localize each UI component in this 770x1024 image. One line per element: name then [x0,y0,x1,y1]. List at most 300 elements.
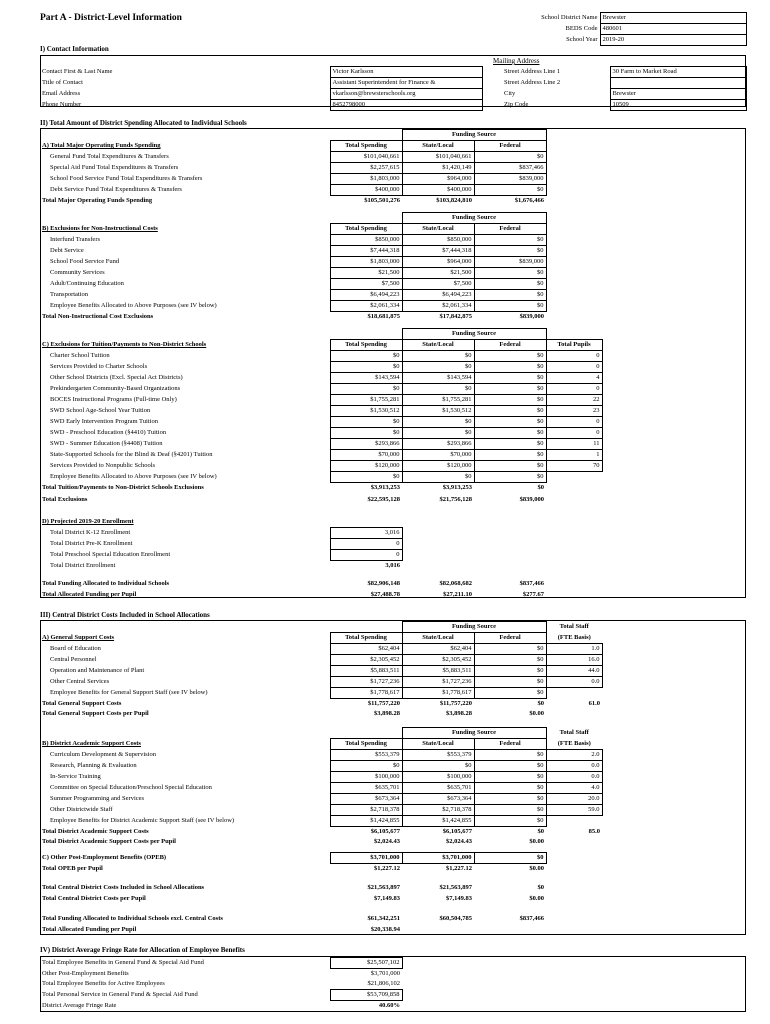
federal-cell: $0.00 [529,894,544,902]
table-row [40,174,602,185]
total-spending-cell: $0 [330,351,402,362]
state-local-header: State/Local [402,340,474,351]
federal-cell: $0 [474,428,546,439]
row-label: Board of Education [50,645,101,652]
total-spending-cell: $2,024.43 [374,838,400,846]
fringe-row [40,969,402,980]
federal-cell: $839,000 [519,496,544,504]
total-spending-header: Total Spending [330,340,402,351]
federal-header: Federal [474,633,546,644]
row-label: Operation and Maintenance of Plant [50,667,145,674]
total-spending-cell: $100,000 [330,772,402,783]
mailing-label: City [504,90,516,97]
total-spending-cell: $2,061,334 [330,301,402,312]
funding-excl-central-table [40,914,602,935]
total-spending-cell: $1,755,281 [330,395,402,406]
total-spending-cell: $1,227.12 [374,865,400,872]
federal-cell: $0 [474,472,546,483]
block-heading: A) Total Major Operating Funds Spending [42,142,161,149]
table-row [40,152,602,163]
total-spending-cell: $293,866 [330,439,402,450]
fringe-row [40,979,402,990]
row-label: Total Preschool Special Education Enrollment [50,550,171,558]
row-label: Total Allocated Funding per Pupil [42,925,137,933]
total-spending-cell: $11,757,220 [367,700,400,707]
row-label: Employee Benefits for General Support Staff (see IV below) [50,689,208,696]
total-spending-cell: $0 [330,428,402,439]
row-label: Services Provided to Nonpublic Schools [50,462,156,469]
row-label: Total Funding Allocated to Individual Schools excl. Central Costs [42,915,223,923]
row-label: General Fund Total Expenditures & Transfers [50,153,169,160]
state-local-cell: $964,000 [402,174,474,185]
table-row [40,417,602,428]
table-row [40,853,602,864]
state-local-cell: $17,842,875 [439,313,472,320]
fte-cell: 0.0 [546,761,602,772]
row-label: Total Tuition/Payments to Non-District Schools Exclusions [42,483,204,491]
state-local-cell: $103,824,810 [436,197,472,204]
total-spending-cell: $6,105,677 [370,828,400,835]
row-label: SWD School Age-School Year Tuition [50,407,151,414]
total-spending-header: Total Spending [330,739,402,750]
contact-heading: I) Contact Information [40,45,109,53]
state-local-cell: $5,883,511 [402,666,474,677]
table-row [40,688,602,699]
row-label: Other Central Services [50,678,110,685]
state-local-cell: $70,000 [402,450,474,461]
table-row [40,816,602,827]
table-row [40,837,602,847]
state-local-cell [402,924,474,934]
total-spending-cell: $7,149.83 [374,894,400,902]
total-spending-cell: $101,040,661 [330,152,402,163]
total-spending-cell: $553,379 [330,750,402,761]
federal-cell: $0.00 [529,838,545,846]
federal-cell: $0 [474,152,546,163]
total-spending-cell: $673,364 [330,794,402,805]
total-spending-cell: $62,404 [330,644,402,655]
federal-cell: $0 [474,816,546,827]
state-local-cell: $2,061,334 [402,301,474,312]
row-label: Total District Academic Support Costs per Pupil [42,838,176,846]
table-row [40,362,602,373]
total-spending-cell: $105,501,276 [364,197,400,204]
total-spending-cell: $120,000 [330,461,402,472]
state-local-header: State/Local [402,739,474,750]
pupils-cell: 0 [546,417,602,428]
federal-cell: $0 [537,484,545,491]
federal-cell: $0 [474,406,546,417]
federal-cell: $0 [474,461,546,472]
row-label: School Food Service Fund Total Expenditures & Transfers [50,175,203,182]
state-local-cell: $0 [402,362,474,373]
section-2-heading: II) Total Amount of District Spending Allocated to Individual Schools [40,119,247,127]
contact-row [40,67,746,78]
enrollment-value: 0 [330,538,402,549]
state-local-cell: $6,494,223 [402,290,474,301]
contact-value: Victor Karlsson [330,67,482,78]
enrollment-value: 3,016 [330,527,402,538]
federal-cell: $0 [474,750,546,761]
total-spending-header: Total Spending [330,141,402,152]
enrollment-row [40,560,602,571]
contact-label: Email Address [42,90,81,97]
state-local-cell: $0 [402,472,474,483]
row-label: Total Employee Benefits for Active Employees [42,980,165,988]
funding-source-header: Funding Source [402,213,546,224]
state-local-cell: $293,866 [402,439,474,450]
federal-cell: $0 [474,351,546,362]
table-row [40,461,602,472]
row-label: Total District Academic Support Costs [42,827,149,835]
federal-cell: $0 [474,279,546,290]
table-row [40,395,602,406]
row-label: Committee on Special Education/Preschool Special Education [50,784,212,791]
contact-row [40,89,746,100]
table-row [40,750,602,761]
federal-cell: $0 [474,783,546,794]
federal-cell [474,924,546,934]
federal-cell: $837,466 [474,163,546,174]
federal-cell: $0 [474,677,546,688]
state-local-cell: $0 [402,384,474,395]
fte-cell: 61.0 [588,699,601,707]
non-instructional-table [40,212,602,322]
total-spending-cell: $143,594 [330,373,402,384]
total-staff-header: Total Staff [559,729,589,736]
total-spending-cell: $1,803,000 [330,257,402,268]
table-row [40,644,602,655]
state-local-cell: $3,913,253 [442,484,472,491]
row-label: BOCES Instructional Programs (Full-time Only) [50,396,177,403]
section-3-heading: III) Central District Costs Included in School Allocations [40,611,210,619]
mailing-label: Street Address Line 1 [504,68,561,75]
total-spending-cell: $0 [330,417,402,428]
fringe-table [40,957,403,1011]
central-costs-table [40,883,602,904]
tuition-table [40,328,603,493]
federal-cell: $839,000 [474,257,546,268]
year-value: 2019-20 [600,35,746,46]
enrollment-row [40,527,602,538]
enrollment-value: 3,016 [385,561,400,569]
table-row [40,579,602,589]
table-row [40,483,602,494]
table-row [40,450,602,461]
contact-value: vkarlsson@brewsterschools.org [330,89,482,100]
academic-support-table [40,727,603,847]
fringe-value: $53,709,858 [330,990,402,1001]
table-row [40,268,602,279]
mailing-value: 30 Farm to Market Road [610,67,746,78]
table-row [40,185,602,196]
state-local-cell: $1,727,236 [402,677,474,688]
table-row [40,783,602,794]
state-local-cell: $673,364 [402,794,474,805]
state-local-cell: $1,424,855 [402,816,474,827]
table-row [40,805,602,816]
state-local-cell: $11,757,220 [439,700,472,707]
total-spending-cell: $22,595,128 [367,496,400,504]
fringe-row [40,958,402,969]
row-label: Services Provided to Charter Schools [50,363,148,370]
table-row [40,439,602,450]
row-label: Community Services [50,269,105,276]
row-label: Total Employee Benefits in General Fund & Special Aid Fund [42,959,204,966]
funding-total-table [40,579,602,600]
table-row [40,235,602,246]
federal-cell: $0 [474,439,546,450]
fte-cell: 85.0 [588,827,601,835]
row-label: Total Allocated Funding per Pupil [42,590,137,598]
federal-cell: $0.00 [529,710,545,718]
federal-cell: $0 [474,362,546,373]
table-row [40,666,602,677]
state-local-cell: $7,500 [402,279,474,290]
row-label: Summer Programming and Services [50,795,145,802]
fte-header: (FTE Basis) [557,739,591,747]
table-row [40,893,602,903]
federal-cell: $0 [474,384,546,395]
total-spending-cell: $1,424,855 [330,816,402,827]
federal-cell: $0 [474,655,546,666]
funding-source-header: Funding Source [402,130,546,141]
pupils-cell: 22 [546,395,602,406]
table-row [40,246,602,257]
table-row [40,794,602,805]
table-row [40,761,602,772]
state-local-cell: $27,211.10 [443,590,472,598]
total-spending-header: Total Spending [330,224,402,235]
state-local-cell: $964,000 [402,257,474,268]
beds-value: 480601 [600,24,746,35]
row-label: Special Aid Fund Total Expenditures & Transfers [50,164,179,171]
federal-cell: $0 [474,246,546,257]
fte-cell: 2.0 [546,750,602,761]
table-row [40,677,602,688]
total-spending-cell: $27,488.78 [370,590,400,598]
total-spending-cell: $3,701,000 [330,853,402,864]
federal-cell: $0 [474,450,546,461]
page-title: Part A - District-Level Information [40,13,182,23]
federal-cell: $0 [474,268,546,279]
total-spending-header: Total Spending [330,633,402,644]
table-row [40,312,602,323]
state-local-cell: $1,420,149 [402,163,474,174]
row-label: Total Central District Costs Included in School Allocations [42,884,205,892]
row-label: Total General Support Costs [42,699,122,707]
federal-cell: $0 [474,805,546,816]
total-spending-cell: $7,444,318 [330,246,402,257]
state-local-cell: $62,404 [402,644,474,655]
state-local-cell: $1,755,281 [402,395,474,406]
contact-table [40,66,747,111]
block-heading: C) Exclusions for Tuition/Payments to Non-District Schools [42,341,207,348]
state-local-cell: $0 [402,351,474,362]
table-row [40,772,602,783]
state-local-cell: $635,701 [402,783,474,794]
fte-cell: 0.0 [546,772,602,783]
state-local-cell: $1,227.12 [446,865,472,872]
enrollment-value: 0 [330,549,402,560]
fringe-row [40,1001,402,1012]
pupils-cell: 0 [546,384,602,395]
row-label: Total Exclusions [42,496,88,504]
fte-cell: 1.0 [546,644,602,655]
fte-cell: 20.0 [546,794,602,805]
state-local-cell: $100,000 [402,772,474,783]
table-row [40,351,602,362]
table-row [40,864,602,875]
table-row [40,472,602,483]
federal-cell: $0 [474,772,546,783]
state-local-cell: $7,444,318 [402,246,474,257]
row-label: Total General Support Costs per Pupil [42,710,149,718]
table-row [40,883,602,893]
funding-source-header: Funding Source [402,329,546,340]
table-row [40,384,602,395]
state-local-cell: $3,701,000 [402,853,474,864]
table-row [40,279,602,290]
row-label: C) Other Post-Employment Benefits (OPEB) [42,854,167,861]
contact-label: Contact First & Last Name [42,68,113,75]
fte-header: (FTE Basis) [557,633,591,641]
row-label: Prekindergarten Community-Based Organizations [50,385,181,392]
fringe-row [40,990,402,1001]
total-spending-cell: $1,530,512 [330,406,402,417]
mailing-heading: Mailing Address [493,57,540,65]
pupils-cell: 23 [546,406,602,417]
state-local-cell: $2,305,452 [402,655,474,666]
federal-header: Federal [474,340,546,351]
fringe-value: $3,701,000 [370,970,400,977]
funding-source-header: Funding Source [402,728,546,739]
fringe-value: $21,806,102 [367,980,400,987]
federal-cell: $0 [474,235,546,246]
row-label: SWD - Summer Education (§4408) Tuition [50,440,163,447]
state-local-cell: $82,068,682 [439,580,472,588]
total-spending-cell: $0 [330,761,402,772]
row-label: Debt Service Fund Total Expenditures & Transfers [50,186,182,193]
contact-label: Phone Number [42,101,82,108]
table-row [40,406,602,417]
federal-cell: $1,676,466 [514,197,545,204]
block-heading: A) General Support Costs [42,634,115,641]
fte-cell: 59.0 [546,805,602,816]
total-spending-cell: $400,000 [330,185,402,196]
row-label: Debt Service [50,247,84,254]
total-staff-header: Total Staff [559,623,589,630]
federal-cell: $0 [474,794,546,805]
table-row [40,589,602,599]
row-label: Curriculum Development & Supervision [50,751,156,758]
pupils-cell: 0 [546,428,602,439]
total-spending-cell: $1,778,617 [330,688,402,699]
federal-cell: $0.00 [529,865,544,872]
row-label: Other Districtwide Staff [50,806,113,813]
row-label: SWD Early Intervention Program Tuition [50,418,158,425]
total-spending-cell: $21,500 [330,268,402,279]
row-label: Total District K-12 Enrollment [50,528,131,536]
total-spending-cell: $0 [330,384,402,395]
total-spending-cell: $1,803,000 [330,174,402,185]
total-spending-cell: $2,257,615 [330,163,402,174]
table-row [40,196,602,207]
total-spending-cell: $1,727,236 [330,677,402,688]
total-spending-cell: $0 [330,362,402,373]
pupils-cell: 70 [546,461,602,472]
federal-cell: $0 [474,761,546,772]
row-label: Total Personal Service in General Fund & Special Aid Fund [42,991,198,998]
total-spending-cell: $3,898.28 [374,710,400,718]
state-local-cell: $6,105,677 [442,828,472,835]
federal-cell: $277.67 [522,590,544,598]
row-label: SWD - Preschool Education (§4410) Tuition [50,429,167,436]
total-spending-cell: $3,913,253 [370,484,400,491]
district-header [512,12,747,46]
row-label: School Food Service Fund [50,258,120,265]
funding-source-header: Funding Source [402,622,546,633]
mailing-label: Zip Code [504,101,529,108]
row-label: Total Funding Allocated to Individual Schools [42,580,170,588]
enrollment-heading: D) Projected 2019-20 Enrollment [42,518,134,526]
row-label: Interfund Transfers [50,236,101,243]
row-label: Total District Enrollment [50,561,116,569]
state-local-cell: $21,500 [402,268,474,279]
row-label: In-Service Training [50,773,101,780]
table-row [40,290,602,301]
pupils-cell: 11 [546,439,602,450]
fte-cell: 44.0 [546,666,602,677]
federal-header: Federal [474,739,546,750]
fringe-value: 40.60% [378,1002,400,1009]
table-row [40,257,602,268]
table-row [40,924,602,934]
fringe-value: $25,507,102 [330,958,402,969]
enrollment-table [40,517,603,571]
mailing-value: Brewster [610,89,746,100]
table-row [40,699,602,710]
table-row [40,914,602,924]
year-label: School Year [566,36,598,43]
table-row [40,163,602,174]
state-local-cell: $850,000 [402,235,474,246]
row-label: State-Supported Schools for the Blind & Deaf (§4201) Tuition [50,451,213,458]
federal-cell: $0 [474,417,546,428]
row-label: Research, Planning & Evaluation [50,762,137,769]
enrollment-row [40,549,602,560]
row-label: Total OPEB per Pupil [42,864,103,872]
state-local-cell: $21,756,128 [439,496,472,504]
state-local-cell: $21,563,897 [439,884,472,892]
contact-label: Title of Contact [42,79,83,86]
state-local-cell: $7,149.83 [446,894,472,902]
pupils-cell: 1 [546,450,602,461]
total-spending-cell: $2,305,452 [330,655,402,666]
beds-label: BEDS Code [565,25,598,32]
state-local-cell: $143,594 [402,373,474,384]
total-spending-cell: $82,906,148 [367,580,400,588]
state-local-cell: $1,778,617 [402,688,474,699]
federal-cell: $0 [474,395,546,406]
row-label: Adult/Continuing Education [50,280,124,287]
table-row [40,709,602,719]
federal-cell: $0 [474,666,546,677]
state-local-cell: $2,024.43 [446,838,472,846]
state-local-cell: $0 [402,761,474,772]
total-exclusions-table [40,495,602,505]
table-row [40,428,602,439]
